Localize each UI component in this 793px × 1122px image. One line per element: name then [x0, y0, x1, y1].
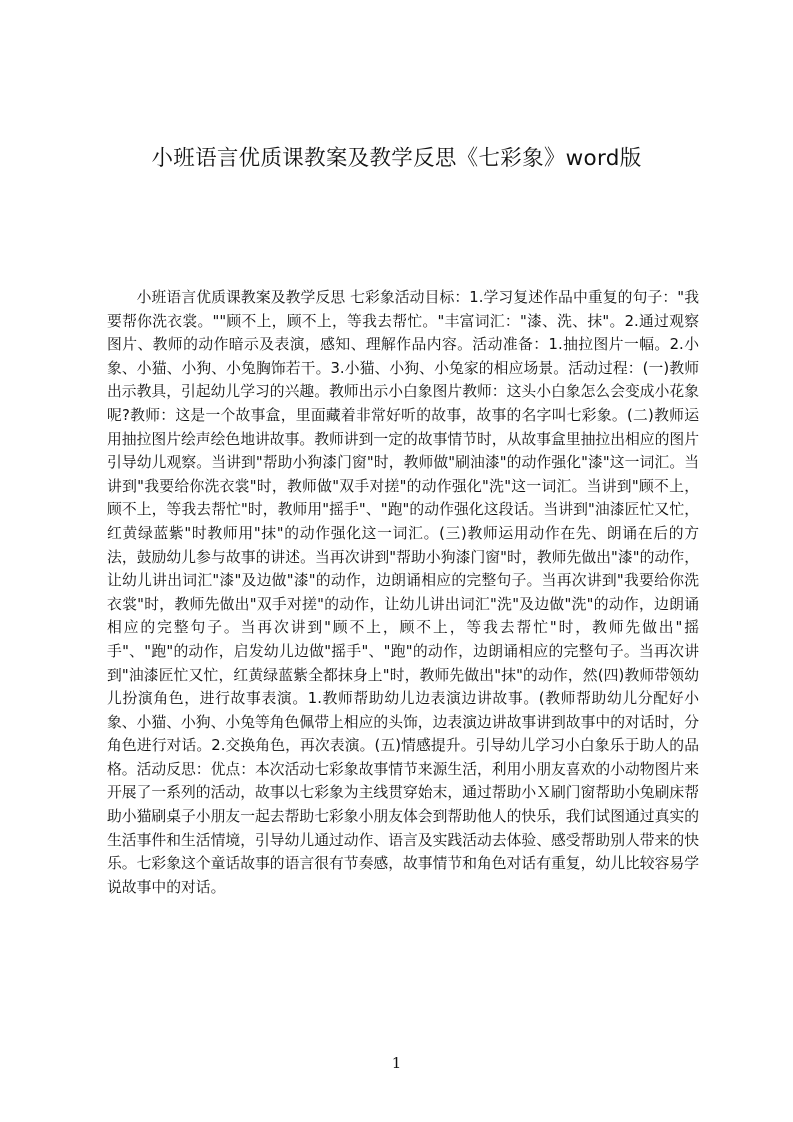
document-body: 小班语言优质课教案及教学反思 七彩象活动目标：1.学习复述作品中重复的句子："我要帮你洗衣裳。""顾不上，顾不上，等我去帮忙。"丰富词汇："漆、洗、抹"。2.通过观察图片、教师的动作暗示及表演，感知、理解作品内容。活动准备：1.抽拉图片一幅。2.小象、小猫、小狗、小兔胸饰若干。3.小猫、小狗、小兔家的相应场景。活动过程：(一)教师出示教具，引起幼儿学习的兴趣。教师出示小白象图片教师：这头小白象怎么会变成小花象呢?教师：这是一个故事盒，里面藏着非常好听的故事，故事的名字叫七彩象。(二)教师运用抽拉图片绘声绘色地讲故事。教师讲到一定的故事情节时，从故事盒里抽拉出相应的图片引导幼儿观察。当讲到"帮助小狗漆门窗"时，教师做"刷油漆"的动作强化"漆"这一词汇。当讲到"我要给你洗衣裳"时，教师做"双手对搓"的动作强化"洗"这一词汇。当讲到"顾不上，顾不上，等我去帮忙"时，教师用"摇手"、"跑"的动作强化这段话。当讲到"油漆匠忙又忙，红黄绿蓝紫"时教师用"抹"的动作强化这一词汇。(三)教师运用动作在先、朗诵在后的方法，鼓励幼儿参与故事的讲述。当再次讲到"帮助小狗漆门窗"时，教师先做出"漆"的动作，让幼儿讲出词汇"漆"及边做"漆"的动作，边朗诵相应的完整句子。当再次讲到"我要给你洗衣裳"时，教师先做出"双手对搓"的动作，让幼儿讲出词汇"洗"及边做"洗"的动作，边朗诵相应的完整句子。当再次讲到"顾不上，顾不上，等我去帮忙"时，教师先做出"摇手"、"跑"的动作，启发幼儿边做"摇手"、"跑"的动作，边朗诵相应的完整句子。当再次讲到"油漆匠忙又忙，红黄绿蓝紫全都抹身上"时，教师先做出"抹"的动作，然(四)教师带领幼儿扮演角色，进行故事表演。1.教师帮助幼儿边表演边讲故事。(教师帮助幼儿分配好小象、小猫、小狗、小兔等角色佩带上相应的头饰，边表演边讲故事讲到故事中的对话时，分角色进行对话。2.交换角色，再次表演。(五)情感提升。引导幼儿学习小白象乐于助人的品格。活动反思：优点：本次活动七彩象故事情节来源生活，利用小朋友喜欢的小动物图片来开展了一系列的活动，故事以七彩象为主线贯穿始末，通过帮助小Ｘ刷门窗帮助小兔刷床帮助小猫刷桌子小朋友一起去帮助七彩象小朋友体会到帮助他人的快乐，我们试图通过真实的生活事件和生活情境，引导幼儿通过动作、语言及实践活动去体验、感受帮助别人带来的快乐。七彩象这个童话故事的语言很有节奏感，故事情节和角色对话有重复，幼儿比较容易学说故事中的对话。 — [107, 289, 699, 896]
document-title: 小班语言优质课教案及教学反思《七彩象》word版 — [151, 146, 642, 171]
page-number: 1 — [391, 1054, 402, 1072]
